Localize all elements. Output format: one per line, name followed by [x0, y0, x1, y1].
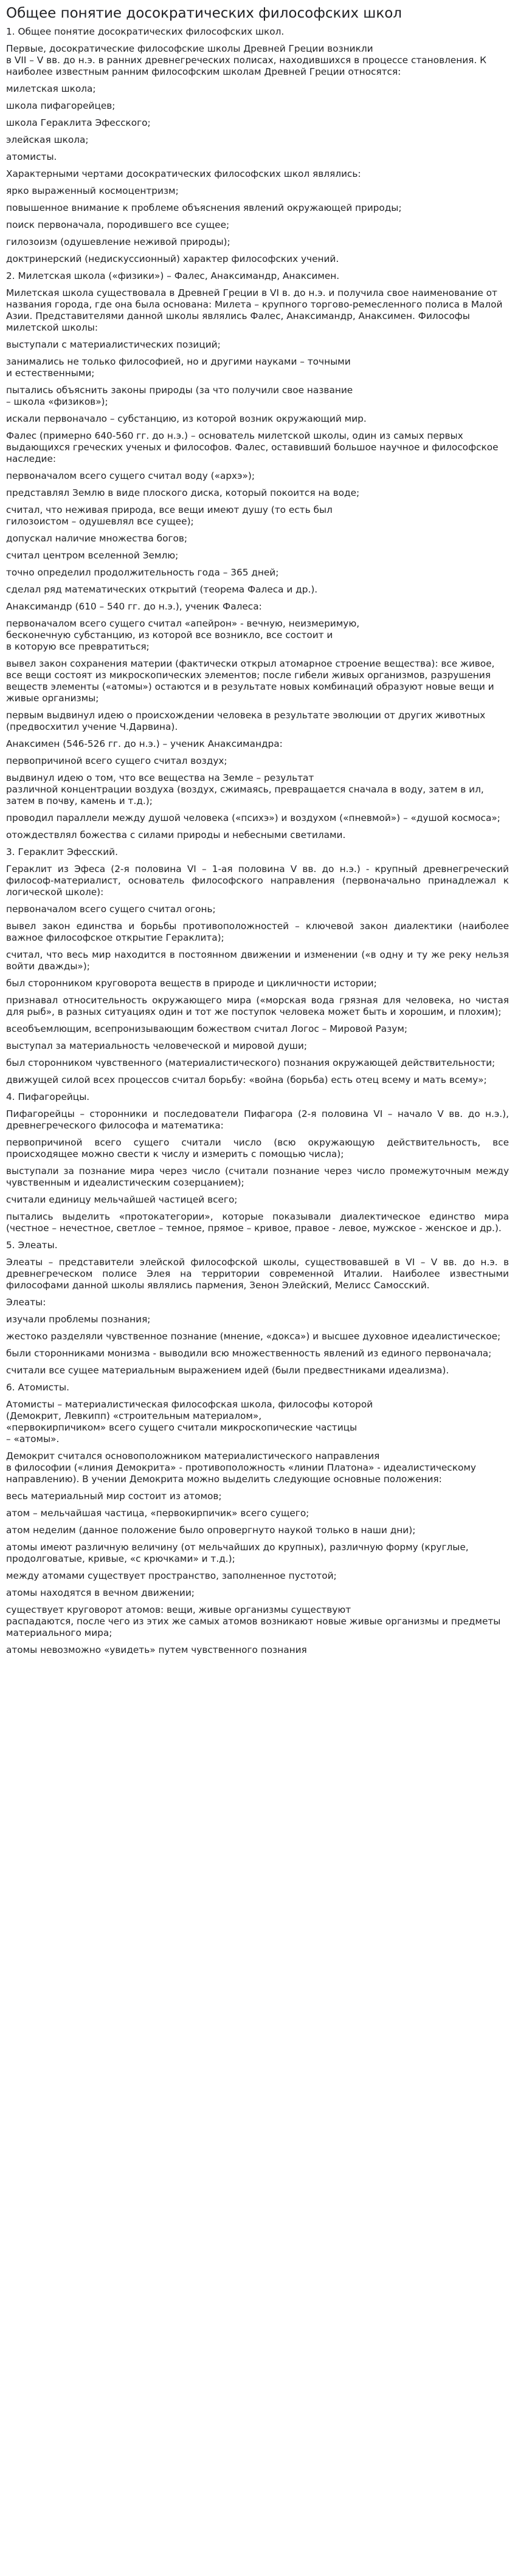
paragraph: школа пифагорейцев;	[6, 100, 116, 111]
paragraph: Милетская школа существовала в Древней Греции в VI в. до н.э. и получила свое наименование от названия города, где она была основана: Милета – крупного торгово-ремесленного полиса в Малой Азии. Представителями данной школы являлись Фалес, Анаксимандр, Анаксимен. Философы милетской школы:	[6, 287, 503, 333]
paragraph: выдвинул идею о том, что все вещества на Земле – результат различной концентрации воздуха (воздух, сжимаясь, превращается сначала в воду, затем в ил, затем в почву, камень и т.д.);	[6, 772, 484, 806]
paragraph: атомы имеют различную величину (от мельчайших до крупных), различную форму (круглые, продолговатые, кривые, «с крючками» и т.д.);	[6, 1542, 469, 1564]
paragraph: поиск первоначала, породившего все сущее;	[6, 219, 230, 230]
paragraph: Анаксимандр (610 – 540 гг. до н.э.), ученик Фалеса:	[6, 601, 262, 612]
paragraph: 1. Общее понятие досократических философских школ.	[6, 26, 285, 37]
paragraph: атом неделим (данное положение было опровергнуто наукой только в наши дни);	[6, 1525, 416, 1536]
paragraph: сделал ряд математических открытий (теорема Фалеса и др.).	[6, 584, 318, 595]
paragraph: занимались не только философией, но и другими науками – точными и естественными;	[6, 356, 351, 379]
paragraph: школа Гераклита Эфесского;	[6, 117, 151, 128]
paragraph: выступали за познание мира через число (считали познание через число промежуточным между чувственным и идеалистическим созерцанием);	[6, 1166, 509, 1188]
paragraph: между атомами существует пространство, заполненное пустотой;	[6, 1570, 337, 1581]
paragraph: ярко выраженный космоцентризм;	[6, 185, 179, 196]
paragraph: первопричиной всего сущего считали число (всю окружающую действительность, все происходящее можно свести к числу и измерить с помощью числа);	[6, 1137, 509, 1159]
paragraph: гилозоизм (одушевление неживой природы);	[6, 236, 230, 247]
paragraph: повышенное внимание к проблеме объяснения явлений окружающей природы;	[6, 202, 402, 213]
paragraph: Элеаты – представители элейской философской школы, существовавшей в VI – V вв. до н.э. в древнегреческом полисе Элея на территории современной Италии. Наиболее известными философами данной школы являлись пармения, Зенон Элейский, Мелисс Самосский.	[6, 1257, 509, 1291]
paragraph: представлял Землю в виде плоского диска, который покоится на воде;	[6, 487, 360, 498]
paragraph: пытались объяснить законы природы (за что получили свое название – школа «физиков»);	[6, 385, 353, 407]
paragraph: первым выдвинул идею о происхождении человека в результате эволюции от других животных (предвосхитил учение Ч.Дарвина).	[6, 710, 486, 732]
paragraph: 3. Гераклит Эфесский.	[6, 847, 118, 857]
paragraph: первоначалом всего сущего считал «апейрон» - вечную, неизмеримую, бесконечную субстанцию, из которой все возникло, все состоит и в которую все превратиться;	[6, 618, 360, 652]
paragraph: атомисты.	[6, 151, 57, 162]
paragraph: выступал за материальность человеческой и мировой души;	[6, 1040, 307, 1051]
paragraph: всеобъемлющим, всепронизывающим божеством считал Логос – Мировой Разум;	[6, 1023, 408, 1034]
paragraph: пытались выделить «протокатегории», которые показывали диалектическое единство мира (честное – нечестное, светлое – темное, прямое – кривое, правое - левое, мужское - женское и др.).	[6, 1211, 509, 1234]
paragraph: жестоко разделяли чувственное познание (мнение, «докса») и высшее духовное идеалистическое;	[6, 1331, 501, 1342]
paragraph: милетская школа;	[6, 83, 96, 94]
paragraph: Первые, досократические философские школы Древней Греции возникли в VII – V вв. до н.э. в ранних древнегреческих полисах, находившихся в процессе становления. К наиболее известным ранним философским школам Древней Греции относятся:	[6, 43, 486, 77]
paragraph: считал, что весь мир находится в постоянном движении и изменении («в одну и ту же реку нельзя войти дважды»);	[6, 949, 509, 972]
paragraph: существует круговорот атомов: вещи, живые организмы существуют распадаются, после чего из этих же самых атомов возникают новые живые организмы и предметы материального мира;	[6, 1604, 501, 1638]
paragraph: 6. Атомисты.	[6, 1382, 69, 1393]
paragraph: точно определил продолжительность года – 365 дней;	[6, 567, 279, 578]
paragraph: Демокрит считался основоположником материалистического направления в философии («линия Демокрита» - противоположность «линии Платона» - идеалистическому направлению). В учении Демокрита можно выделить следующие основные положения:	[6, 1451, 476, 1485]
paragraph: доктринерский (недискуссионный) характер философских учений.	[6, 253, 339, 264]
paragraph: 2. Милетская школа («физики») – Фалес, Анаксимандр, Анаксимен.	[6, 270, 340, 281]
paragraph: атом – мельчайшая частица, «первокирпичик» всего сущего;	[6, 1508, 309, 1519]
paragraph: первоначалом всего сущего считал огонь;	[6, 904, 216, 915]
paragraph: Пифагорейцы – сторонники и последователи Пифагора (2-я половина VI – начало V вв. до н.э.), древнегреческого философа и математика:	[6, 1108, 509, 1131]
paragraph: элейская школа;	[6, 134, 89, 145]
paragraph: признавал относительность окружающего мира («морская вода грязная для человека, но чистая для рыб», в разных ситуациях один и тот же поступок человека может быть и хорошим, и плохим);	[6, 995, 509, 1017]
paragraph: изучали проблемы познания;	[6, 1314, 151, 1325]
paragraph: 4. Пифагорейцы.	[6, 1091, 90, 1102]
document-body	[6, 26, 509, 1656]
paragraph: Атомисты – материалистическая философская школа, философы которой (Демокрит, Левкипп) «строительным материалом», «первокирпичиком» всего сущего считали микроскопические частицы – «атомы».	[6, 1399, 373, 1444]
paragraph: считал центром вселенной Землю;	[6, 550, 179, 561]
paragraph: отождествлял божества с силами природы и небесными светилами.	[6, 829, 346, 840]
paragraph: весь материальный мир состоит из атомов;	[6, 1491, 222, 1502]
paragraph: были сторонниками монизма - выводили всю множественность явлений из единого первоначала;	[6, 1348, 492, 1359]
paragraph: вывел закон сохранения материи (фактически открыл атомарное строение вещества): все живое, все вещи состоят из микроскопических элементов; после гибели живых организмов, разрушения веществ элементы («атомы») остаются и в результате новых комбинаций образуют новые вещи и живые организмы;	[6, 658, 495, 704]
paragraph: первопричиной всего сущего считал воздух;	[6, 755, 227, 766]
paragraph: атомы невозможно «увидеть» путем чувственного познания	[6, 1644, 307, 1655]
paragraph: допускал наличие множества богов;	[6, 533, 188, 544]
paragraph: считал, что неживая природа, все вещи имеют душу (то есть был гилозоистом – одушевлял все сущее);	[6, 504, 333, 527]
paragraph: движущей силой всех процессов считал борьбу: «война (борьба) есть отец всему и мать всему»;	[6, 1074, 487, 1085]
paragraph: первоначалом всего сущего считал воду («архэ»);	[6, 470, 255, 481]
paragraph: Фалес (примерно 640-560 гг. до н.э.) – основатель милетской школы, один из самых первых выдающихся греческих ученых и философов. Фалес, оставивший большое научное и философское наследие:	[6, 430, 499, 464]
paragraph: был сторонником круговорота веществ в природе и цикличности истории;	[6, 978, 377, 989]
paragraph: 5. Элеаты.	[6, 1240, 58, 1251]
paragraph: атомы находятся в вечном движении;	[6, 1587, 195, 1598]
paragraph: проводил параллели между душой человека («психэ») и воздухом («пневмой») – «душой космоса»;	[6, 812, 500, 823]
paragraph: Анаксимен (546-526 гг. до н.э.) – ученик Анаксимандра:	[6, 738, 283, 749]
paragraph: вывел закон единства и борьбы противоположностей – ключевой закон диалектики (наиболее важное философское открытие Гераклита);	[6, 921, 509, 943]
page-title: Общее понятие досократических философских школ	[6, 5, 403, 21]
paragraph: Гераклит из Эфеса (2-я половина VI – 1-ая половина V вв. до н.э.) - крупный древнегреческий философ-материалист, основатель философского направления (первоначально принадлежал к логической школе):	[6, 864, 509, 898]
paragraph: Элеаты:	[6, 1297, 46, 1308]
paragraph: искали первоначало – субстанцию, из которой возник окружающий мир.	[6, 413, 367, 424]
paragraph: выступали с материалистических позиций;	[6, 339, 221, 350]
paragraph: был сторонником чувственного (материалистического) познания окружающей действительности;	[6, 1057, 496, 1068]
paragraph: считали все сущее материальным выражением идей (были предвестниками идеализма).	[6, 1365, 449, 1376]
paragraph: Характерными чертами досократических философских школ являлись:	[6, 168, 361, 179]
paragraph: считали единицу мельчайшей частицей всего;	[6, 1194, 238, 1205]
